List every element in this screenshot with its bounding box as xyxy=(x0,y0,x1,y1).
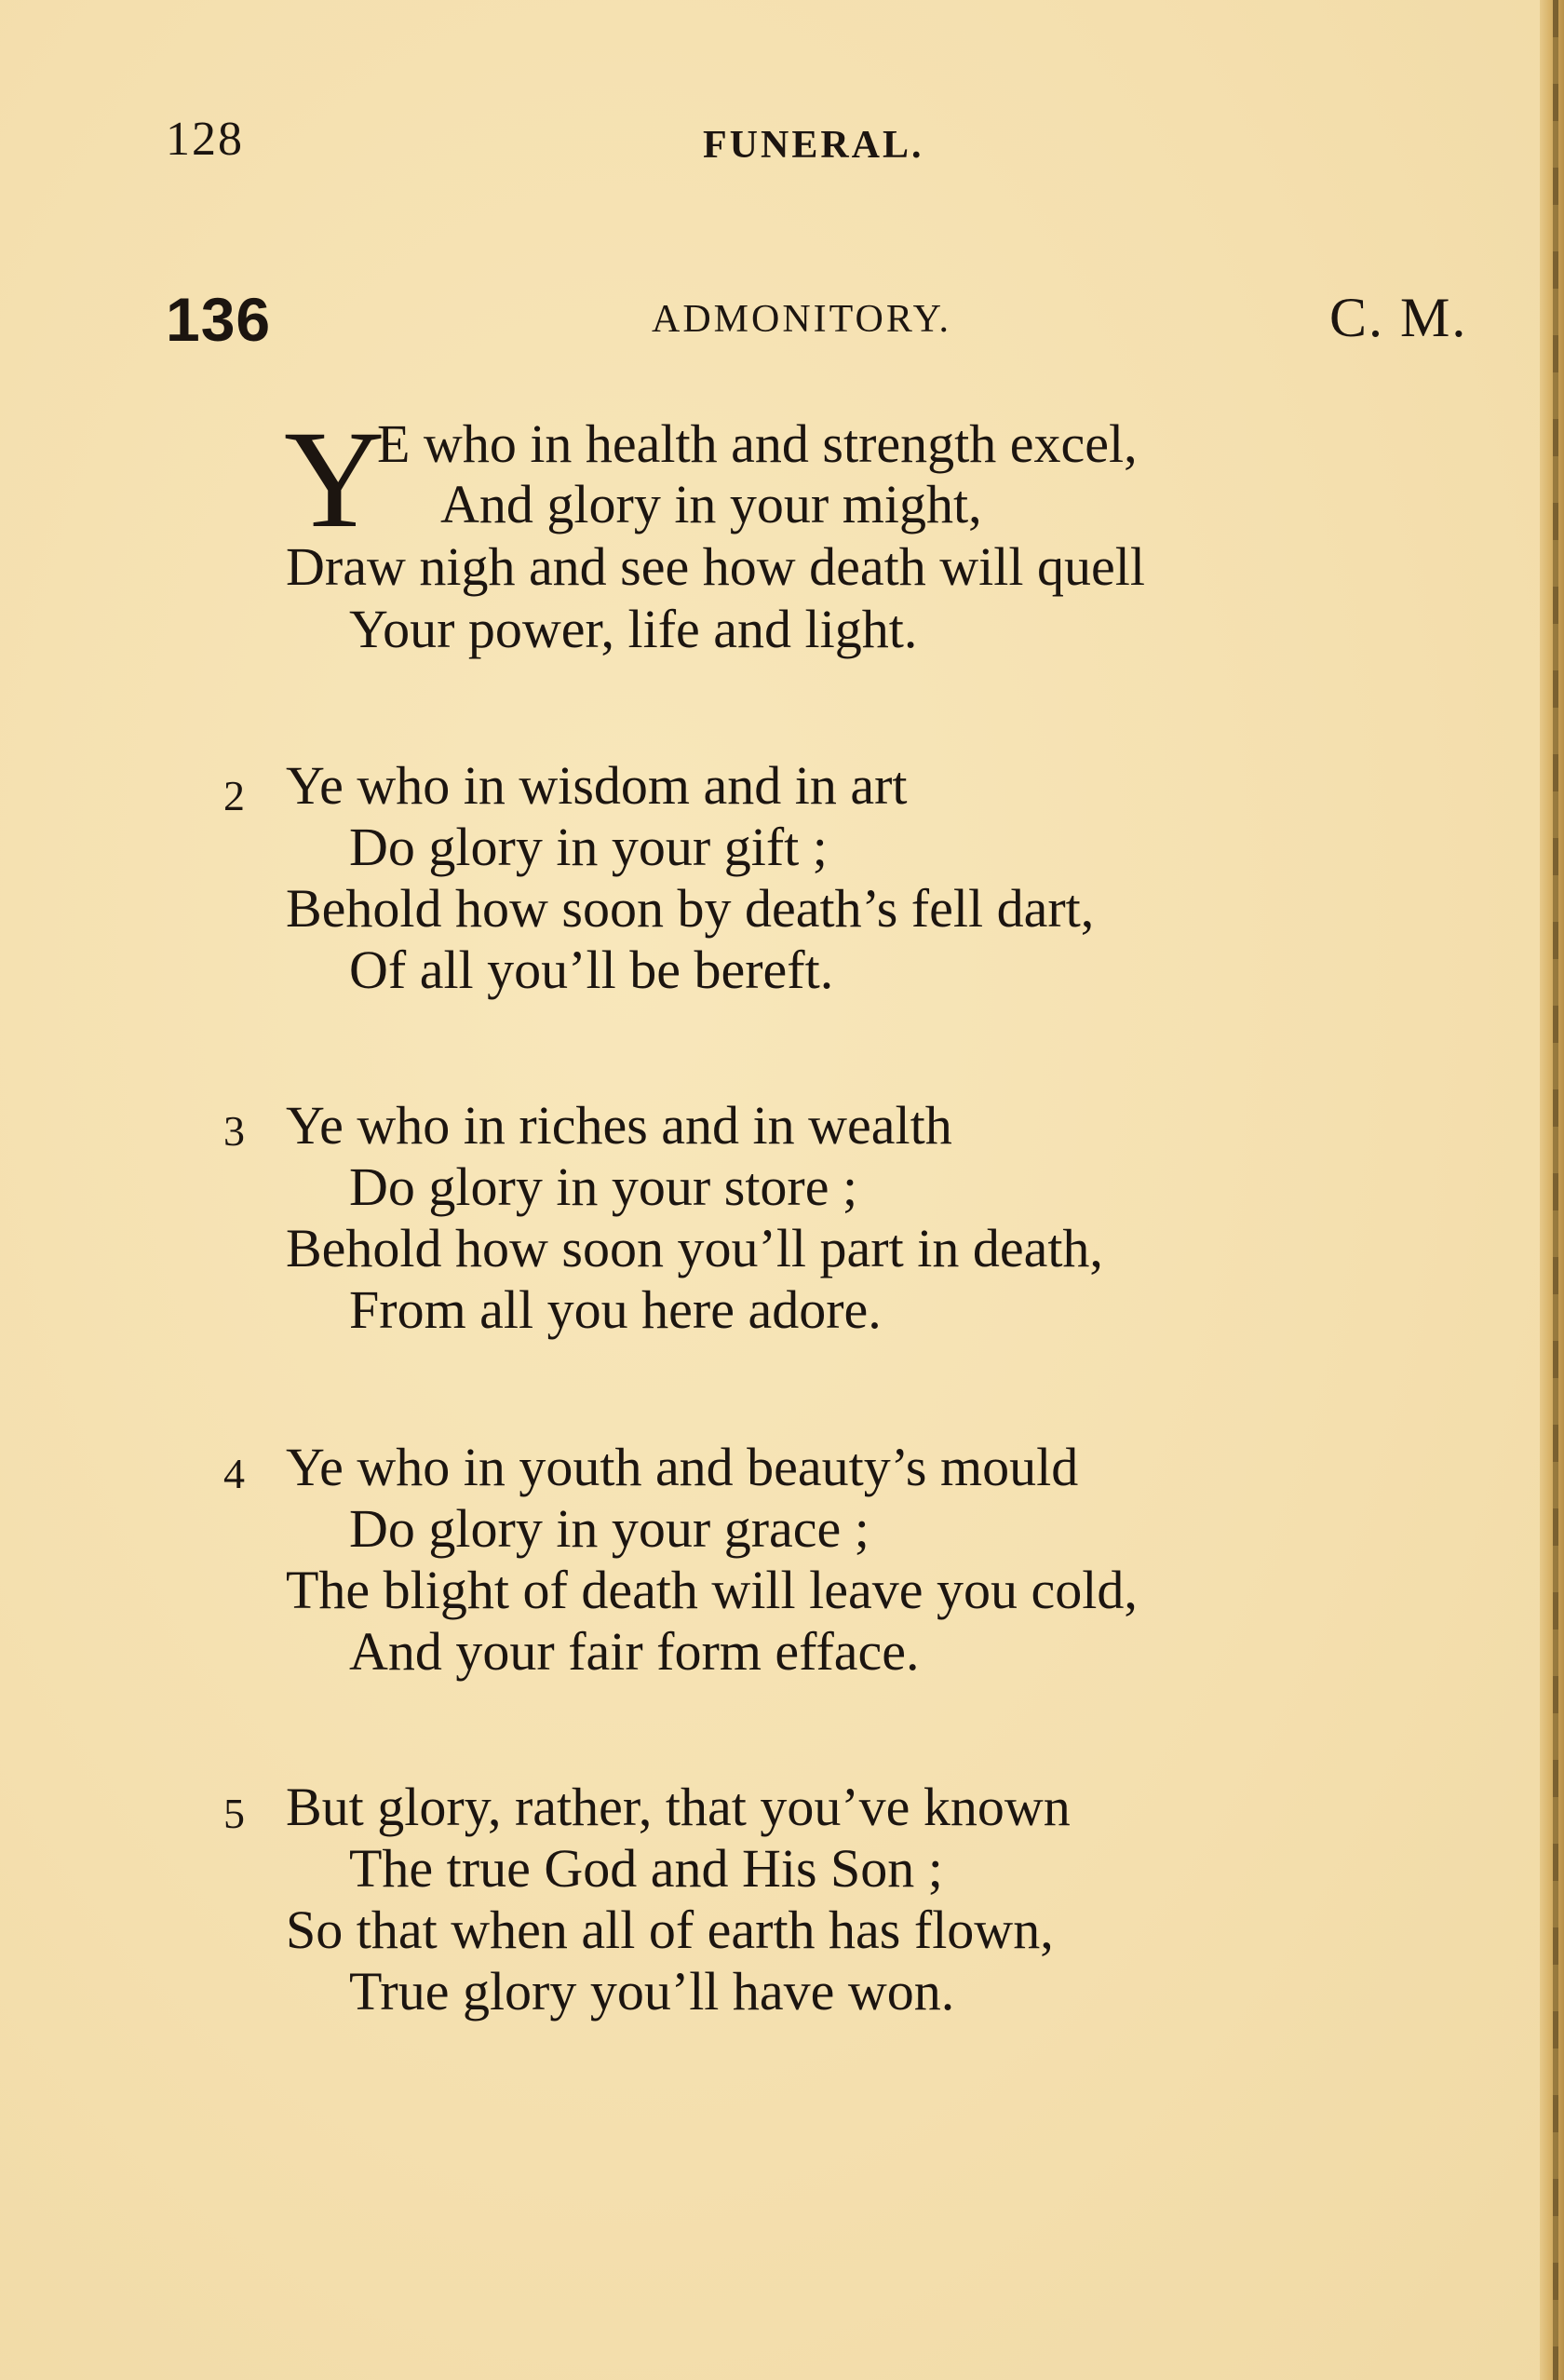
stanza-line: Do glory in your store ; xyxy=(349,1156,858,1217)
hymn-number: 136 xyxy=(166,285,272,354)
stanza-line: The true God and His Son ; xyxy=(349,1838,943,1899)
stanza-number: 3 xyxy=(223,1107,245,1155)
hymn-meter: C. M. xyxy=(1329,287,1468,348)
stanza-line: From all you here adore. xyxy=(349,1279,882,1340)
hymn-heading xyxy=(0,284,1564,358)
stanza-line: And glory in your might, xyxy=(440,474,982,534)
stanza-line: True glory you’ll have won. xyxy=(349,1961,955,2022)
stanza-line: Ye who in wisdom and in art xyxy=(286,755,908,816)
hymn-title: ADMONITORY. xyxy=(652,298,951,341)
stanza-line: Ye who in youth and beauty’s mould xyxy=(286,1437,1079,1497)
stanza-line: And your fair form efface. xyxy=(349,1621,920,1682)
section-title: FUNERAL. xyxy=(703,124,924,167)
stanza-number: 4 xyxy=(223,1450,245,1497)
stanza-line: Behold how soon by death’s fell dart, xyxy=(286,878,1095,939)
page-number: 128 xyxy=(166,113,244,166)
stanza-line: Ye who in riches and in wealth xyxy=(286,1095,952,1156)
stanza-line: Of all you’ll be bereft. xyxy=(349,940,834,1000)
stanza-line: Your power, life and light. xyxy=(349,599,918,659)
drop-cap: Y xyxy=(284,402,385,557)
stanza-line: So that when all of earth has flown, xyxy=(286,1900,1054,1960)
stanza-line: Draw nigh and see how death will quell xyxy=(286,536,1145,597)
stanza-line: Do glory in your grace ; xyxy=(349,1498,870,1559)
stanza-line: Behold how soon you’ll part in death, xyxy=(286,1218,1103,1278)
stanza-line: Do glory in your gift ; xyxy=(349,817,828,877)
stanza-number: 2 xyxy=(223,772,245,819)
stanza-line: E who in health and strength excel, xyxy=(377,413,1138,474)
stanza-line: The blight of death will leave you cold, xyxy=(286,1560,1138,1620)
running-head xyxy=(0,112,1564,177)
stanza-number: 5 xyxy=(223,1790,245,1837)
stanza-line: But glory, rather, that you’ve known xyxy=(286,1777,1071,1837)
